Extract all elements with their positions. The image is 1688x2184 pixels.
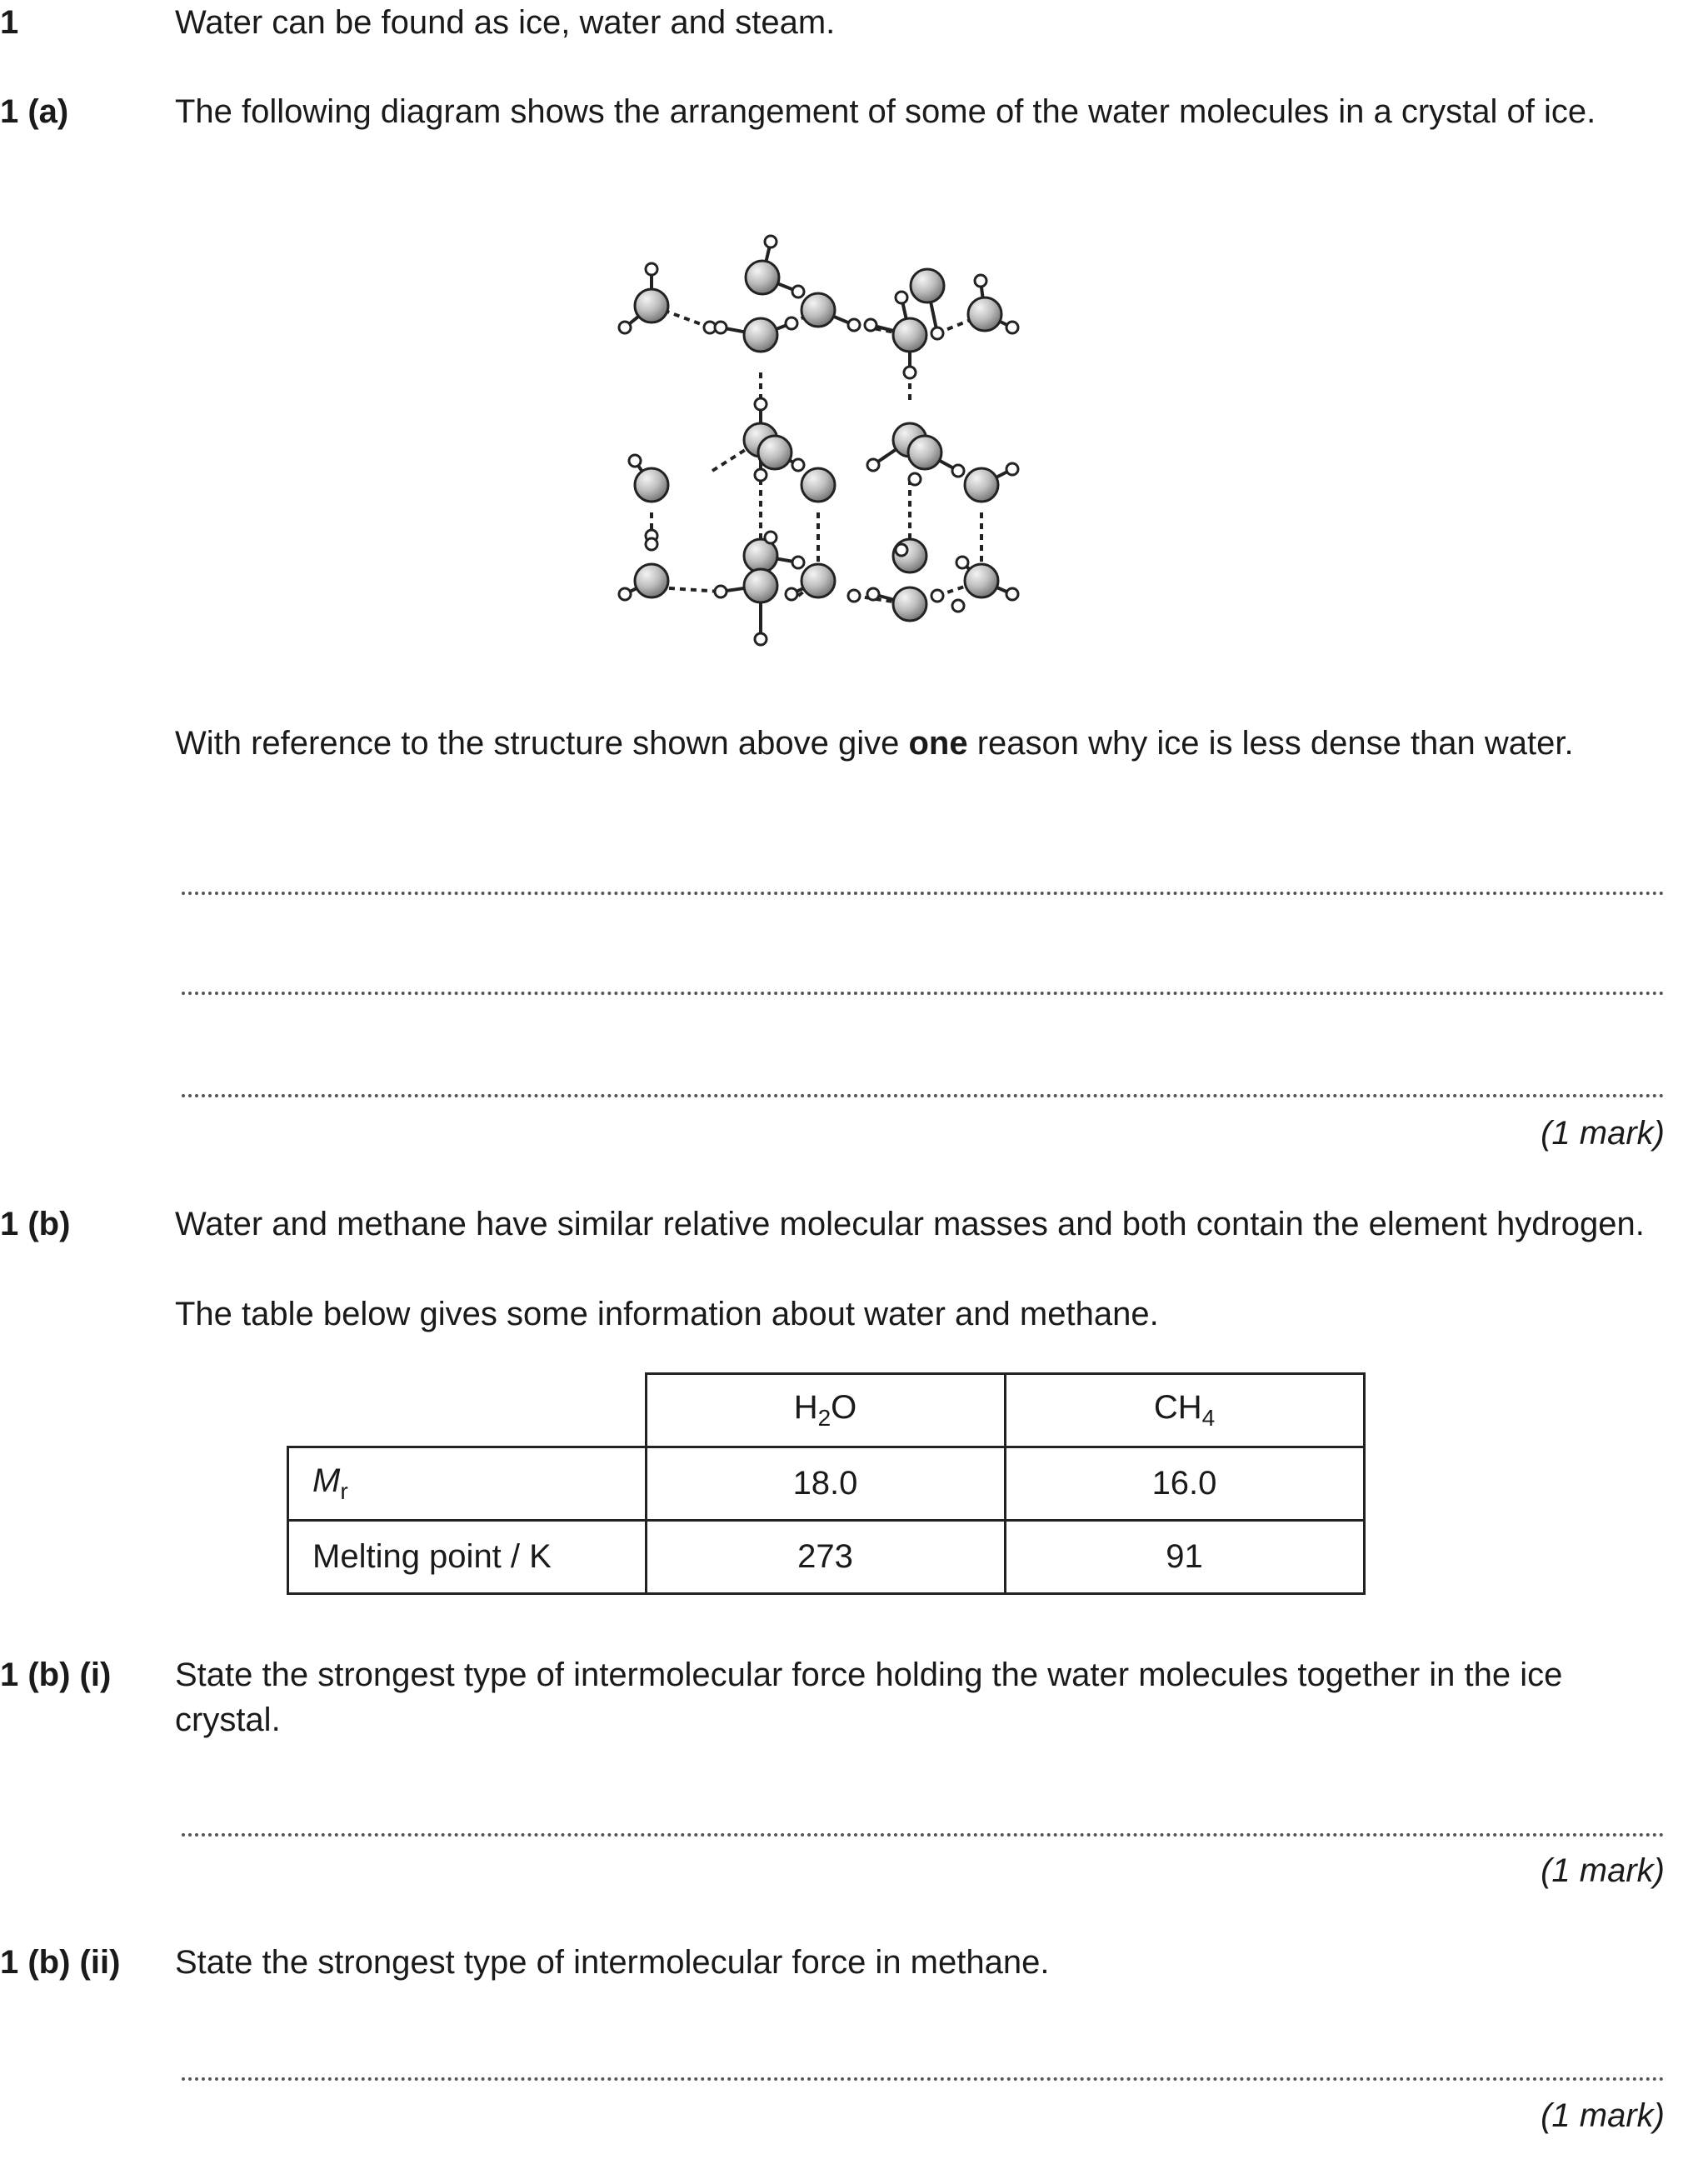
hydrogen-atom (765, 532, 777, 543)
oxygen-atom (744, 569, 777, 602)
question-1b-text: Water and methane have similar relative molecular masses and both contain the element hydrogen. (175, 1206, 1645, 1242)
hydrogen-atom (619, 588, 631, 600)
mr-subscript: r (340, 1478, 348, 1504)
oxygen-atom (635, 564, 668, 597)
table-header-ch4 (1005, 1374, 1364, 1447)
table-header-row (288, 1374, 1365, 1447)
oxygen-atom (802, 468, 835, 502)
answer-line-1bii[interactable] (182, 2077, 1665, 2081)
question-1-text: Water can be found as ice, water and steam. (175, 4, 836, 41)
prompt-emphasis: one (908, 725, 968, 762)
oxygen-atom (802, 293, 835, 327)
formula: O (831, 1389, 857, 1426)
oxygen-atom (758, 436, 792, 469)
hydrogen-atom (952, 600, 964, 612)
hydrogen-atom (956, 557, 968, 568)
prompt-part: reason why ice is less dense than water. (967, 725, 1574, 762)
hydrogen-atom (755, 398, 767, 410)
table-corner (288, 1374, 647, 1447)
table-cell: 16.0 (1005, 1447, 1364, 1521)
oxygen-atom (908, 436, 941, 469)
mark-allocation-1bi: (1 mark) (1541, 1852, 1665, 1889)
mr-symbol: M (312, 1462, 341, 1499)
hydrogen-atom (755, 633, 767, 645)
oxygen-atom (635, 468, 668, 502)
formula: H (793, 1389, 818, 1426)
oxygen-atom (802, 564, 835, 597)
oxygen-atom (893, 318, 926, 352)
oxygen-atom (911, 269, 944, 302)
question-number-1bii: 1 (b) (ii) (0, 1944, 121, 1981)
table-row (288, 1447, 1365, 1521)
hydrogen-atom (1006, 588, 1018, 600)
water-methane-table (287, 1372, 1366, 1595)
question-1b-text-2: The table below gives some information about water and methane. (175, 1296, 1159, 1332)
formula-subscript: 2 (817, 1405, 832, 1431)
answer-line-1a-1[interactable] (182, 892, 1665, 895)
hydrogen-atom (792, 459, 804, 471)
oxygen-atom (635, 289, 668, 322)
question-number-1b: 1 (b) (0, 1206, 71, 1242)
hydrogen-atom (865, 319, 876, 331)
hydrogen-atom (896, 292, 907, 303)
table-cell: 18.0 (646, 1447, 1005, 1521)
hydrogen-atom (786, 317, 797, 329)
question-1bi-text: State the strongest type of intermolecular force holding the water molecules together in the ice crystal. (175, 1657, 1563, 1738)
row-label-melting-point: Melting point / K (288, 1521, 647, 1594)
oxygen-atom (746, 261, 779, 294)
hydrogen-atom (975, 275, 986, 287)
question-1a-prompt (175, 721, 1666, 766)
row-label-mr (288, 1447, 647, 1521)
question-1bii-text: State the strongest type of intermolecular force in methane. (175, 1944, 1050, 1981)
table-row (288, 1521, 1365, 1594)
table-header-h2o (646, 1374, 1005, 1447)
formula-subscript: 4 (1201, 1405, 1216, 1431)
hydrogen-atom (715, 586, 727, 597)
hydrogen-atom (646, 538, 657, 550)
table-cell: 91 (1005, 1521, 1364, 1594)
question-number-1: 1 (0, 4, 19, 41)
hydrogen-atom (646, 263, 657, 275)
question-number-1a: 1 (a) (0, 93, 69, 130)
hydrogen-atom (792, 286, 804, 297)
hydrogen-atom (848, 590, 860, 602)
question-number-1bi: 1 (b) (i) (0, 1657, 112, 1693)
question-1a-intro: The following diagram shows the arrangement of some of the water molecules in a crystal of ice. (175, 93, 1596, 130)
oxygen-atom (744, 318, 777, 352)
hydrogen-atom (1006, 463, 1018, 475)
oxygen-atom (893, 587, 926, 621)
hydrogen-atom (931, 590, 943, 602)
oxygen-atom (965, 564, 998, 597)
hydrogen-atom (619, 322, 631, 333)
hydrogen-atom (904, 367, 916, 378)
hydrogen-atom (867, 459, 879, 471)
hydrogen-atom (1006, 322, 1018, 333)
hydrogen-atom (952, 465, 964, 477)
oxygen-atom (968, 297, 1001, 331)
hydrogen-atom (792, 557, 804, 568)
hydrogen-atom (896, 544, 907, 556)
mark-allocation-1bii: (1 mark) (1541, 2097, 1665, 2134)
answer-line-1bi[interactable] (182, 1833, 1665, 1837)
hydrogen-atom (848, 319, 860, 331)
hydrogen-atom (755, 469, 767, 481)
hydrogen-atom (715, 322, 727, 333)
table-cell: 273 (646, 1521, 1005, 1594)
formula: CH (1153, 1389, 1202, 1426)
hydrogen-atom (867, 588, 879, 600)
mark-allocation-1a: (1 mark) (1541, 1115, 1665, 1152)
hydrogen-atom (909, 473, 921, 485)
answer-line-1a-2[interactable] (182, 992, 1665, 995)
ice-crystal-diagram (608, 229, 1041, 662)
oxygen-atom (965, 468, 998, 502)
hydrogen-atom (765, 236, 777, 247)
hydrogen-atom (931, 327, 943, 339)
prompt-part: With reference to the structure shown above give (175, 725, 909, 762)
hydrogen-atom (786, 588, 797, 600)
hydrogen-atom (629, 455, 641, 467)
answer-line-1a-3[interactable] (182, 1094, 1665, 1097)
